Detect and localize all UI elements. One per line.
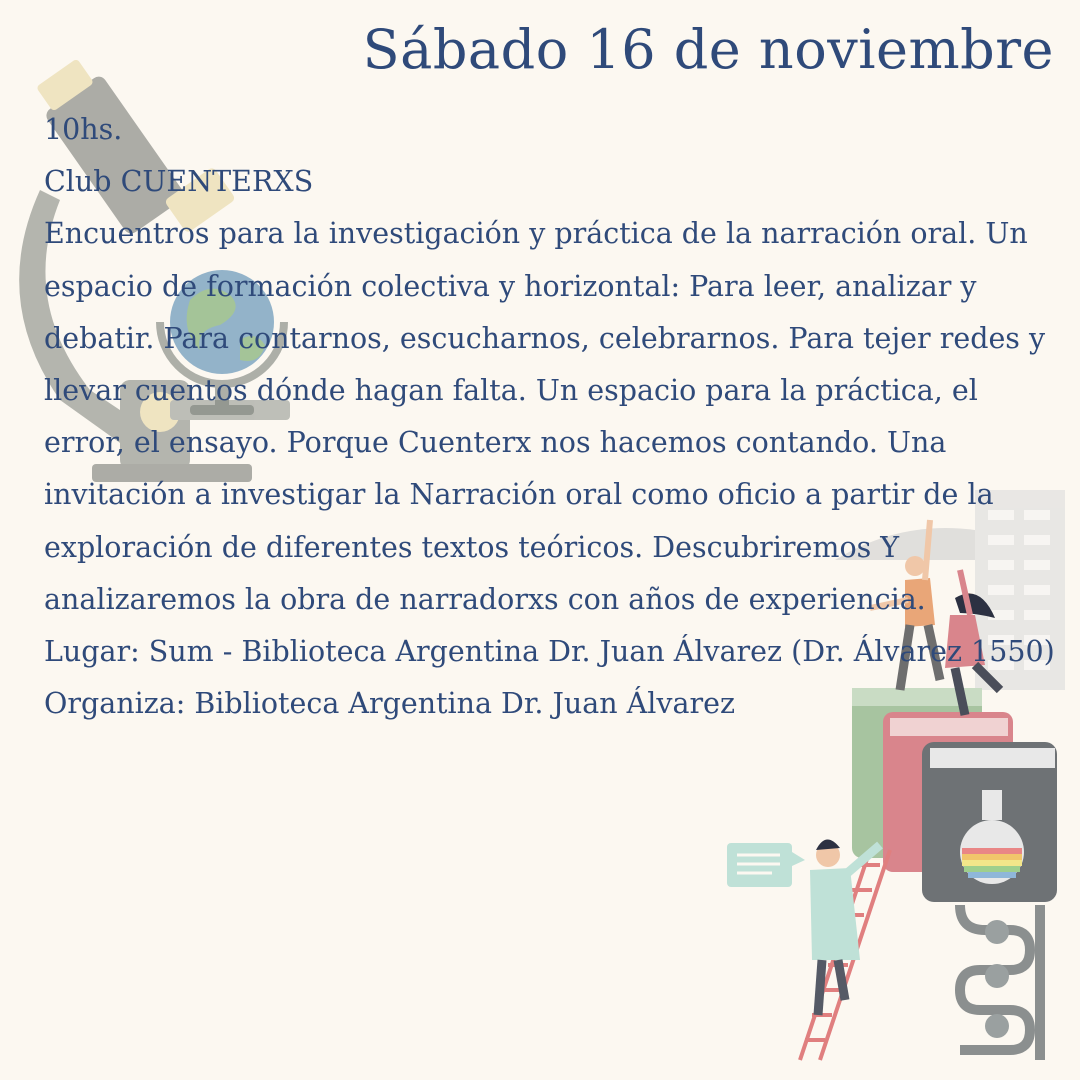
event-name: Club CUENTERXS	[44, 165, 314, 199]
speech-bubble-icon	[727, 843, 805, 887]
event-organizer: Organiza: Biblioteca Argentina Dr. Juan Álvarez	[44, 687, 735, 721]
page-title: Sábado 16 de noviembre	[362, 18, 1054, 81]
event-time: 10hs.	[44, 113, 123, 146]
event-details	[44, 104, 1056, 730]
event-location: Lugar: Sum - Biblioteca Argentina Dr. Juan Álvarez (Dr. Álvarez 1550)	[44, 635, 1055, 669]
event-description: Encuentros para la investigación y práctica de la narración oral. Un espacio de formación colectiva y horizontal: Para leer, analizar y debatir. Para contarnos, escucharnos, celebrarnos. Para tejer redes y llevar cuentos dónde hagan falta. Un espacio para la práctica, el error, el ensayo. Porque Cuenterx nos hacemos contando. Una invitación a investigar la Narración oral como oficio a partir de la exploración de diferentes textos teóricos. Descubriremos Y analizaremos la obra de narradorxs con años de experiencia.	[44, 217, 1046, 616]
gear-icon	[985, 920, 1009, 1038]
